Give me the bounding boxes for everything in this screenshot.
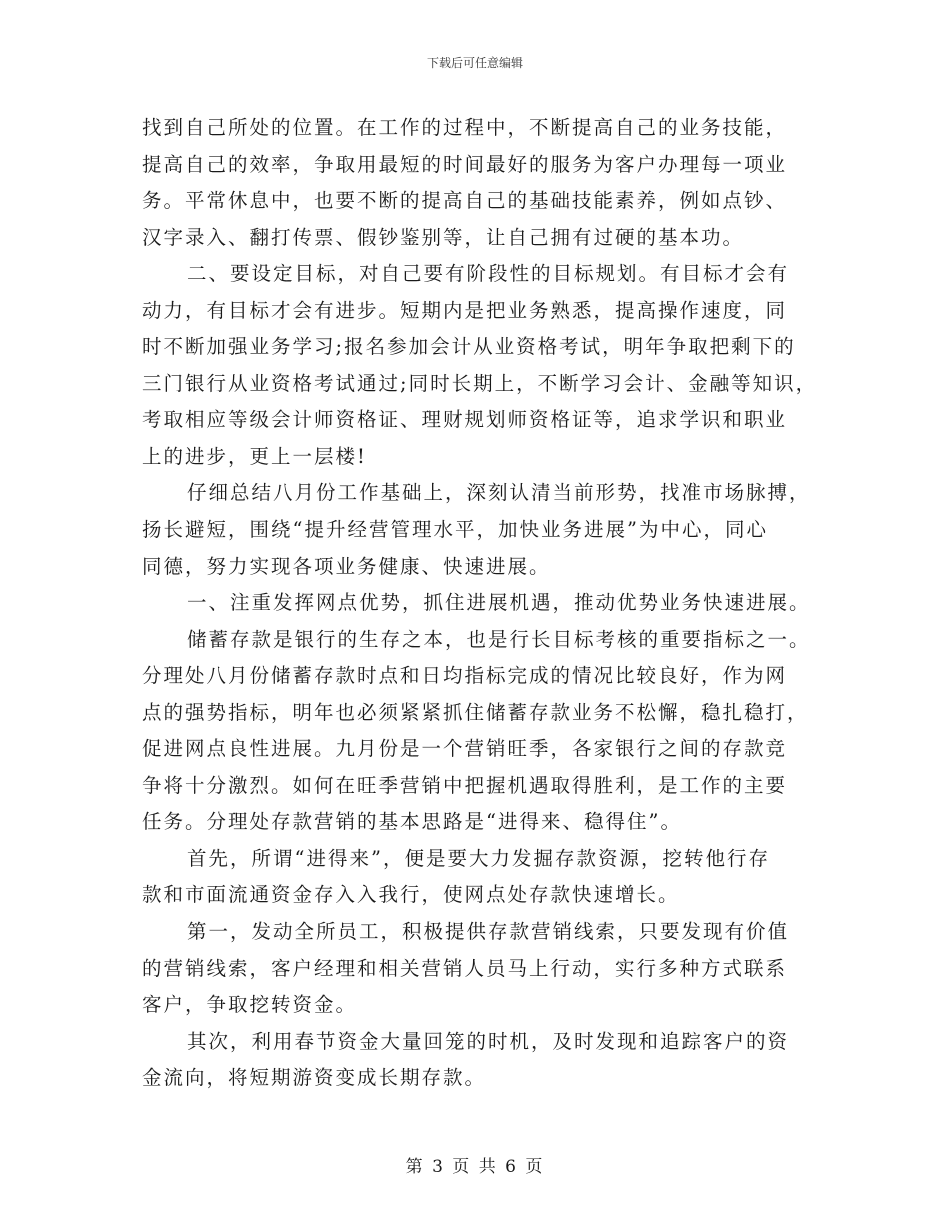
page-number: 第 3 页 共 6 页 (405, 1157, 545, 1177)
text-line: 找到自己所处的位置。在工作的过程中，不断提高自己的业务技能， (142, 116, 788, 139)
document-body (142, 110, 818, 1097)
text-line: 仔细总结八月份工作基础上，深刻认清当前形势，找准市场脉搏， (187, 481, 811, 505)
text-line: 点的强势指标，明年也必须紧紧抓住储蓄存款业务不松懈，稳扎稳打， (142, 700, 809, 724)
text-line: 促进网点良性进展。九月份是一个营销旺季，各家银行之间的存款竞 (142, 737, 788, 761)
text-line: 首先，所谓“进得来”，便是要大力发掘存款资源，挖转他行存 (187, 846, 770, 870)
text-line: 客户，争取挖转资金。 (142, 993, 358, 1017)
text-line: 金流向，将短期游资变成长期存款。 (142, 1066, 487, 1090)
text-line: 二、要设定目标，对自己要有阶段性的目标规划。有目标才会有 (187, 262, 790, 286)
text-line: 任务。分理处存款营销的基本思路是“进得来、稳得住”。 (142, 810, 682, 834)
text-line: 汉字录入、翻打传票、假钞鉴别等，让自己拥有过硬的基本功。 (142, 225, 745, 249)
text-line: 上的进步，更上一层楼! (142, 444, 367, 468)
text-line: 其次，利用春节资金大量回笼的时机，及时发现和追踪客户的资 (187, 1029, 790, 1053)
page-header: 下载后可任意编辑 (426, 56, 523, 70)
text-line: 一、注重发挥网点优势，抓住进展机遇，推动优势业务快速进展。 (187, 591, 811, 615)
text-line: 提高自己的效率，争取用最短的时间最好的服务为客户办理每一项业 (142, 152, 788, 176)
text-line: 款和市面流通资金存入入我行，使网点处存款快速增长。 (142, 883, 680, 907)
text-line: 储蓄存款是银行的生存之本，也是行长目标考核的重要指标之一。 (187, 627, 811, 651)
text-line: 扬长避短，围绕“提升经营管理水平，加快业务进展”为中心，同心 (142, 518, 768, 542)
text-line: 务。平常休息中，也要不断的提高自己的基础技能素养，例如点钞、 (142, 189, 788, 213)
text-line: 动力，有目标才会有进步。短期内是把业务熟悉，提高操作速度，同 (142, 298, 788, 322)
text-line: 争将十分激烈。如何在旺季营销中把握机遇取得胜利，是工作的主要 (142, 773, 788, 797)
text-line: 的营销线索，客户经理和相关营销人员马上行动，实行多种方式联系 (142, 956, 788, 980)
text-line: 时不断加强业务学习;报名参加会计从业资格考试，明年争取把剩下的 (142, 335, 796, 359)
text-line: 分理处八月份储蓄存款时点和日均指标完成的情况比较良好，作为网 (142, 664, 788, 688)
text-line: 三门银行从业资格考试通过;同时长期上，不断学习会计、金融等知识， (142, 371, 818, 395)
text-line: 考取相应等级会计师资格证、理财规划师资格证等，追求学识和职业 (142, 408, 788, 432)
text-line: 同德，努力实现各项业务健康、快速进展。 (142, 554, 551, 578)
text-line: 第一，发动全所员工，积极提供存款营销线索，只要发现有价值 (187, 920, 790, 944)
